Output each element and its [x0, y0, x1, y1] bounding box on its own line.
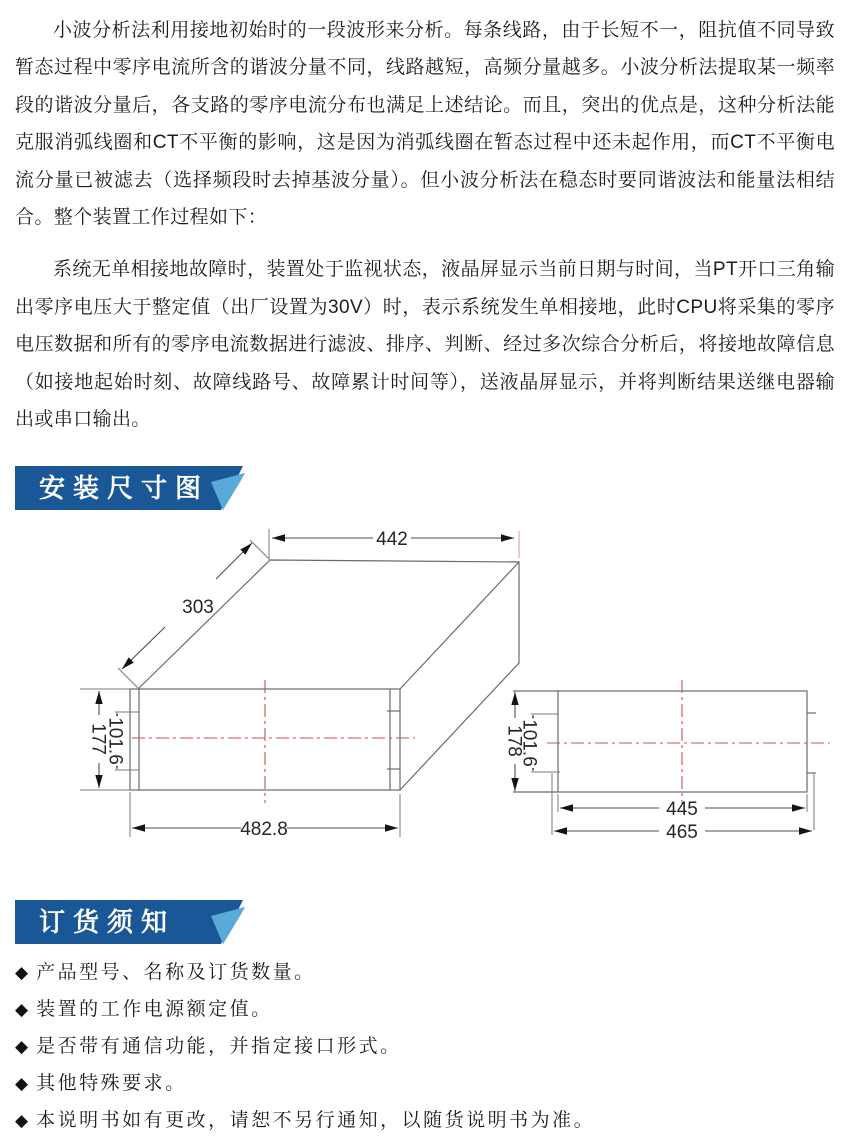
dimension-lines [99, 538, 812, 831]
installation-dimension-drawing [15, 510, 835, 870]
dim-label-rear-height: 178 [503, 725, 525, 758]
section-title-order: 订货须知 [39, 907, 176, 938]
centerlines [132, 680, 830, 804]
dim-label-front-width: 482.8 [240, 819, 288, 841]
section-banner-ordering [15, 900, 260, 944]
extension-lines [80, 529, 814, 837]
diamond-bullet-icon: ◆ [15, 1111, 29, 1131]
order-notes-list [15, 954, 835, 1139]
list-item [15, 1065, 835, 1102]
order-item-text: 装置的工作电源额定值。 [36, 999, 273, 1021]
dim-label-rear-hole-spacing: 101.6 [518, 719, 540, 768]
diamond-bullet-icon: ◆ [15, 1037, 29, 1057]
diamond-bullet-icon: ◆ [15, 1000, 29, 1020]
chassis-3d-outline [138, 560, 519, 790]
list-item [15, 1028, 835, 1065]
list-item [15, 954, 835, 991]
paragraph-device-workflow: 系统无单相接地故障时，装置处于监视状态，液晶屏显示当前日期与时间，当PT开口三角输出零序电压大于整定值（出厂设置为30V）时，表示系统发生单相接地，此时CPU将采集的零序电压数据和所有的零序电流数据进行滤波、排序、判断、经过多次综合分析后，将接地故障信息（如接地起始时刻、故障线路号、故障累计时间等），送液晶屏显示，并将判断结果送继电器输出或串口输出。 [15, 259, 835, 431]
dim-label-rear-outer-width: 465 [666, 822, 698, 844]
rear-view-outline [513, 691, 816, 792]
intro-text-block [15, 12, 835, 438]
dim-label-depth: 303 [182, 597, 214, 619]
dim-label-rear-inner-width: 445 [666, 799, 698, 821]
order-item-text: 本说明书如有更改，请恕不另行通知，以随货说明书为准。 [36, 1110, 596, 1132]
section-banner-install-dimensions [15, 466, 260, 510]
label-backers [91, 715, 539, 768]
dim-label-front-height: 177 [87, 723, 109, 756]
list-item [15, 991, 835, 1028]
order-item-text: 其他特殊要求。 [36, 1073, 187, 1095]
dim-label-front-hole-spacing: 101.6 [104, 717, 126, 766]
order-item-text: 是否带有通信功能，并指定接口形式。 [36, 1036, 402, 1058]
paragraph-wavelet-analysis: 小波分析法利用接地初始时的一段波形来分析。每条线路，由于长短不一，阻抗值不同导致暂态过程中零序电流所含的谐波分量不同，线路越短，高频分量越多。小波分析法提取某一频率段的谐波分量后，各支路的零序电流分布也满足上述结论。而且，突出的优点是，这种分析法能克服消弧线圈和CT不平衡的影响，这是因为消弧线圈在暂态过程中还未起作用，而CT不平衡电流分量已被滤去（选择频段时去掉基波分量）。但小波分析法在稳态时要同谐波法和能量法相结合。整个装置工作过程如下： [15, 20, 835, 229]
list-item [15, 1102, 835, 1139]
section-title-install: 安装尺寸图 [39, 473, 210, 504]
order-item-text: 产品型号、名称及订货数量。 [36, 962, 316, 984]
dim-label-top-width: 442 [376, 529, 408, 551]
diamond-bullet-icon: ◆ [15, 1074, 29, 1094]
diamond-bullet-icon: ◆ [15, 963, 29, 983]
